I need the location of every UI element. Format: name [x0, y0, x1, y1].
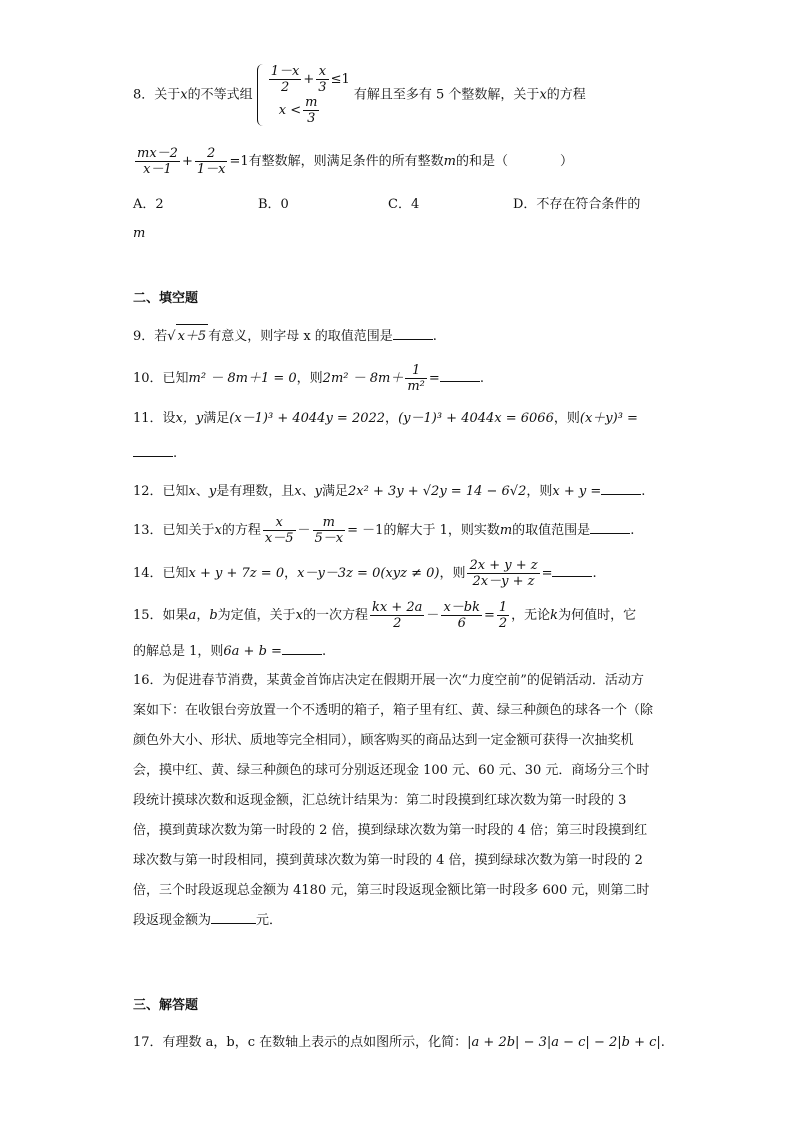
denominator: 2 [498, 616, 508, 631]
inequality-system [257, 64, 350, 126]
expression: 2m² － 8m＋ [322, 371, 404, 386]
var-x: x [214, 523, 222, 538]
q8-text-3: 有解且至多有 5 个整数解，关于 [353, 87, 540, 103]
period: . [432, 329, 437, 344]
numerator: x [316, 64, 328, 80]
q17 [133, 1031, 665, 1050]
equation-1: x + y + 7z = 0 [188, 566, 285, 581]
answer-blank [393, 327, 433, 340]
q17-text: 17．有理数 a，b，c 在数轴上表示的点如图所示，化简： [133, 1035, 468, 1050]
var-a: a [188, 608, 197, 623]
denominator: 3 [307, 111, 316, 126]
fraction [135, 146, 180, 177]
q13-text: 13．已知关于 [133, 523, 215, 538]
q9-text: 9．若 [133, 329, 168, 344]
denominator: x－1 [143, 162, 172, 177]
option-b: B．0 [258, 197, 289, 212]
period: . [479, 371, 484, 386]
numerator: x [263, 515, 296, 531]
q8-text: 8．关于 [133, 87, 181, 103]
fraction [441, 600, 482, 631]
var-x: x [188, 484, 196, 499]
numerator: 1 [405, 363, 427, 379]
equals-sign: = [483, 608, 495, 623]
equals-sign: = [541, 566, 553, 581]
denominator: x－5 [264, 531, 294, 546]
q10 [133, 363, 484, 394]
q10-text-2: ，则 [296, 371, 323, 386]
fraction [497, 600, 509, 631]
inequality-2 [267, 95, 350, 126]
var-b: b [209, 608, 218, 623]
q13-text-2: 的方程 [221, 523, 261, 538]
fraction [370, 600, 424, 631]
q14-text-2: ，则 [439, 566, 466, 581]
period: . [592, 566, 597, 581]
lhs: x < [278, 103, 302, 118]
minus-sign: － [297, 523, 311, 538]
expression: 6a + b = [223, 644, 282, 659]
var-y: y [208, 484, 217, 499]
var-m: m [443, 154, 456, 169]
var-x: x [294, 484, 302, 499]
rhs: = －1 [347, 523, 384, 538]
q16-text-end: 元． [256, 913, 283, 928]
minus-sign: － [426, 608, 440, 623]
denominator: 6 [457, 616, 466, 631]
numerator: kx + 2a [372, 600, 423, 615]
section-title: 二、填空题 [133, 291, 199, 306]
q13-text-3: 的解大于 1，则实数 [383, 523, 500, 538]
denominator: m² [407, 379, 425, 394]
q9 [133, 324, 437, 344]
answer-blank [601, 482, 641, 495]
period: . [173, 446, 178, 461]
option-d: D．不存在符合条件的 [513, 197, 641, 212]
relation: ≤1 [330, 72, 350, 87]
var-x: x [539, 87, 547, 103]
answer-blank [552, 564, 592, 577]
expression: (x＋y)³ = [579, 411, 638, 426]
separator: 、 [195, 484, 209, 499]
q11-text: 11．设 [133, 411, 176, 426]
equation-1: (x－1)³ + 4044y = 2022 [229, 411, 386, 426]
plus-sign: + [181, 154, 193, 169]
denominator: 5－x [314, 531, 344, 546]
var-y: y [314, 484, 322, 499]
q13 [133, 515, 634, 546]
expression: |a + 2b| − 3|a − c| − 2|b + c| [467, 1035, 661, 1050]
equation: 2x² + 3y + √2y = 14 − 6√2 [348, 484, 527, 499]
expression: x + y = [552, 484, 602, 499]
period: . [641, 484, 646, 499]
q8-line-2 [133, 146, 573, 177]
q8-text-5: 有整数解，则满足条件的所有整数 [248, 154, 444, 169]
var-m: m [499, 523, 513, 538]
q14 [133, 558, 597, 589]
q12 [133, 480, 645, 499]
numerator: 2x + y + z [469, 558, 538, 573]
q15-text: 15．如果 [133, 608, 189, 623]
q12-text: 12．已知 [133, 484, 189, 499]
option-c: C．4 [388, 197, 420, 212]
rhs: =1 [229, 154, 249, 169]
plus-sign: + [303, 72, 315, 87]
q15-line-2 [133, 640, 326, 659]
numerator: 2 [195, 146, 228, 162]
q15-text-5: 为何值时，它 [558, 608, 637, 623]
answer-blank [211, 911, 256, 924]
inequality-1 [267, 64, 350, 95]
period: . [321, 644, 327, 659]
q14-text: 14．已知 [133, 566, 189, 581]
fraction [313, 515, 346, 546]
equals-sign: = [428, 371, 440, 386]
denominator: 2 [393, 616, 402, 631]
denominator: 1－x [196, 162, 226, 177]
q15-text-4: ，无论 [511, 608, 551, 623]
system-brace [257, 64, 264, 126]
q16-text: 16．为促进春节消费，某黄金首饰店决定在假期开展一次“力度空前”的促销活动．活动方案如下：在收银台旁放置一个不透明的箱子，箱子里有红、黄、绿三种颜色的球各一个（除颜色外大小、形状、质地等完全相同），顾客购买的商品达到一定金额可获得一次抽奖机会，摸中红、黄、绿三种颜色的球可分别返还现金 100 元、60 元、30 元．商场分三个时段统计摸球次数和返现金额，汇总统计结果为：第二时段摸到红球次数为第一时段的 3 倍，摸到黄球次数为第一时段的 2 倍，摸到绿球次数为第一时段的 4 倍；第三时段摸到红球次数与第一时段相同，摸到黄球次数为第一时段的 4 倍，摸到绿球次数为第一时段的 2 倍，三个时段返现总金额为 4180 元，第三时段返现金额比第一时段多 600 元，则第二时段返现金额为 [133, 673, 654, 928]
fraction [316, 64, 328, 95]
option-d-tail: m [133, 226, 146, 241]
var-k: k [550, 608, 559, 623]
fraction [303, 95, 319, 126]
fraction [195, 146, 228, 177]
q9-text-2: 有意义，则字母 x 的取值范围是 [208, 329, 393, 344]
period: . [630, 523, 635, 538]
equation: m² － 8m＋1 = 0 [188, 371, 297, 386]
var-x: x [295, 608, 304, 623]
fraction [405, 363, 427, 394]
numerator: 1 [498, 600, 508, 615]
q15-text-3: 的一次方程 [303, 608, 369, 623]
fraction [263, 515, 296, 546]
answer-blank [440, 369, 480, 382]
q8-text-4: 的方程 [546, 87, 586, 103]
answer-blank [590, 521, 630, 534]
option-a: A．2 [133, 197, 164, 212]
numerator: mx－2 [137, 146, 178, 161]
denominator: 2 [280, 80, 290, 95]
fraction [467, 558, 539, 589]
numerator: 1－x [270, 64, 300, 79]
q8-text-6: 的和是（ ） [455, 154, 573, 169]
denominator: 2x－y + z [472, 574, 535, 589]
q15-text-6: 的解总是 1，则 [133, 644, 224, 659]
separator: ， [196, 608, 210, 623]
q11-line-1 [133, 407, 638, 426]
variables: x，y [175, 411, 204, 426]
answer-blank [282, 642, 322, 655]
q16-paragraph [133, 666, 653, 936]
q15-line-1 [133, 600, 636, 631]
q11-text-3: ，则 [553, 411, 580, 426]
section-title: 三、解答题 [133, 998, 199, 1013]
period: . [660, 1035, 665, 1050]
separator: ， [385, 411, 399, 426]
separator: ， [284, 566, 298, 581]
var-x: x [180, 87, 188, 103]
q8-line-1 [133, 64, 586, 126]
q15-text-2: 为定值，关于 [217, 608, 296, 623]
equation-2: (y－1)³ + 4044x = 6066 [398, 411, 554, 426]
numerator: m [305, 95, 318, 110]
sqrt-icon: √ [167, 329, 176, 344]
numerator: m [313, 515, 346, 531]
q13-text-4: 的取值范围是 [512, 523, 591, 538]
equation-2: x－y－3z = 0(xyz ≠ 0) [297, 566, 440, 581]
q8-text-2: 的不等式组 [187, 87, 253, 103]
answer-blank [133, 444, 173, 457]
radicand: x＋5 [176, 324, 209, 344]
q11-text-2: 满足 [203, 411, 230, 426]
q12-text-3: 满足 [322, 484, 349, 499]
q10-text: 10．已知 [133, 371, 189, 386]
q12-text-4: ，则 [526, 484, 553, 499]
numerator: x－bk [443, 600, 480, 615]
separator: 、 [301, 484, 315, 499]
q12-text-2: 是有理数，且 [216, 484, 295, 499]
q11-line-2 [133, 444, 177, 461]
denominator: 3 [318, 80, 327, 95]
fraction [269, 64, 302, 95]
